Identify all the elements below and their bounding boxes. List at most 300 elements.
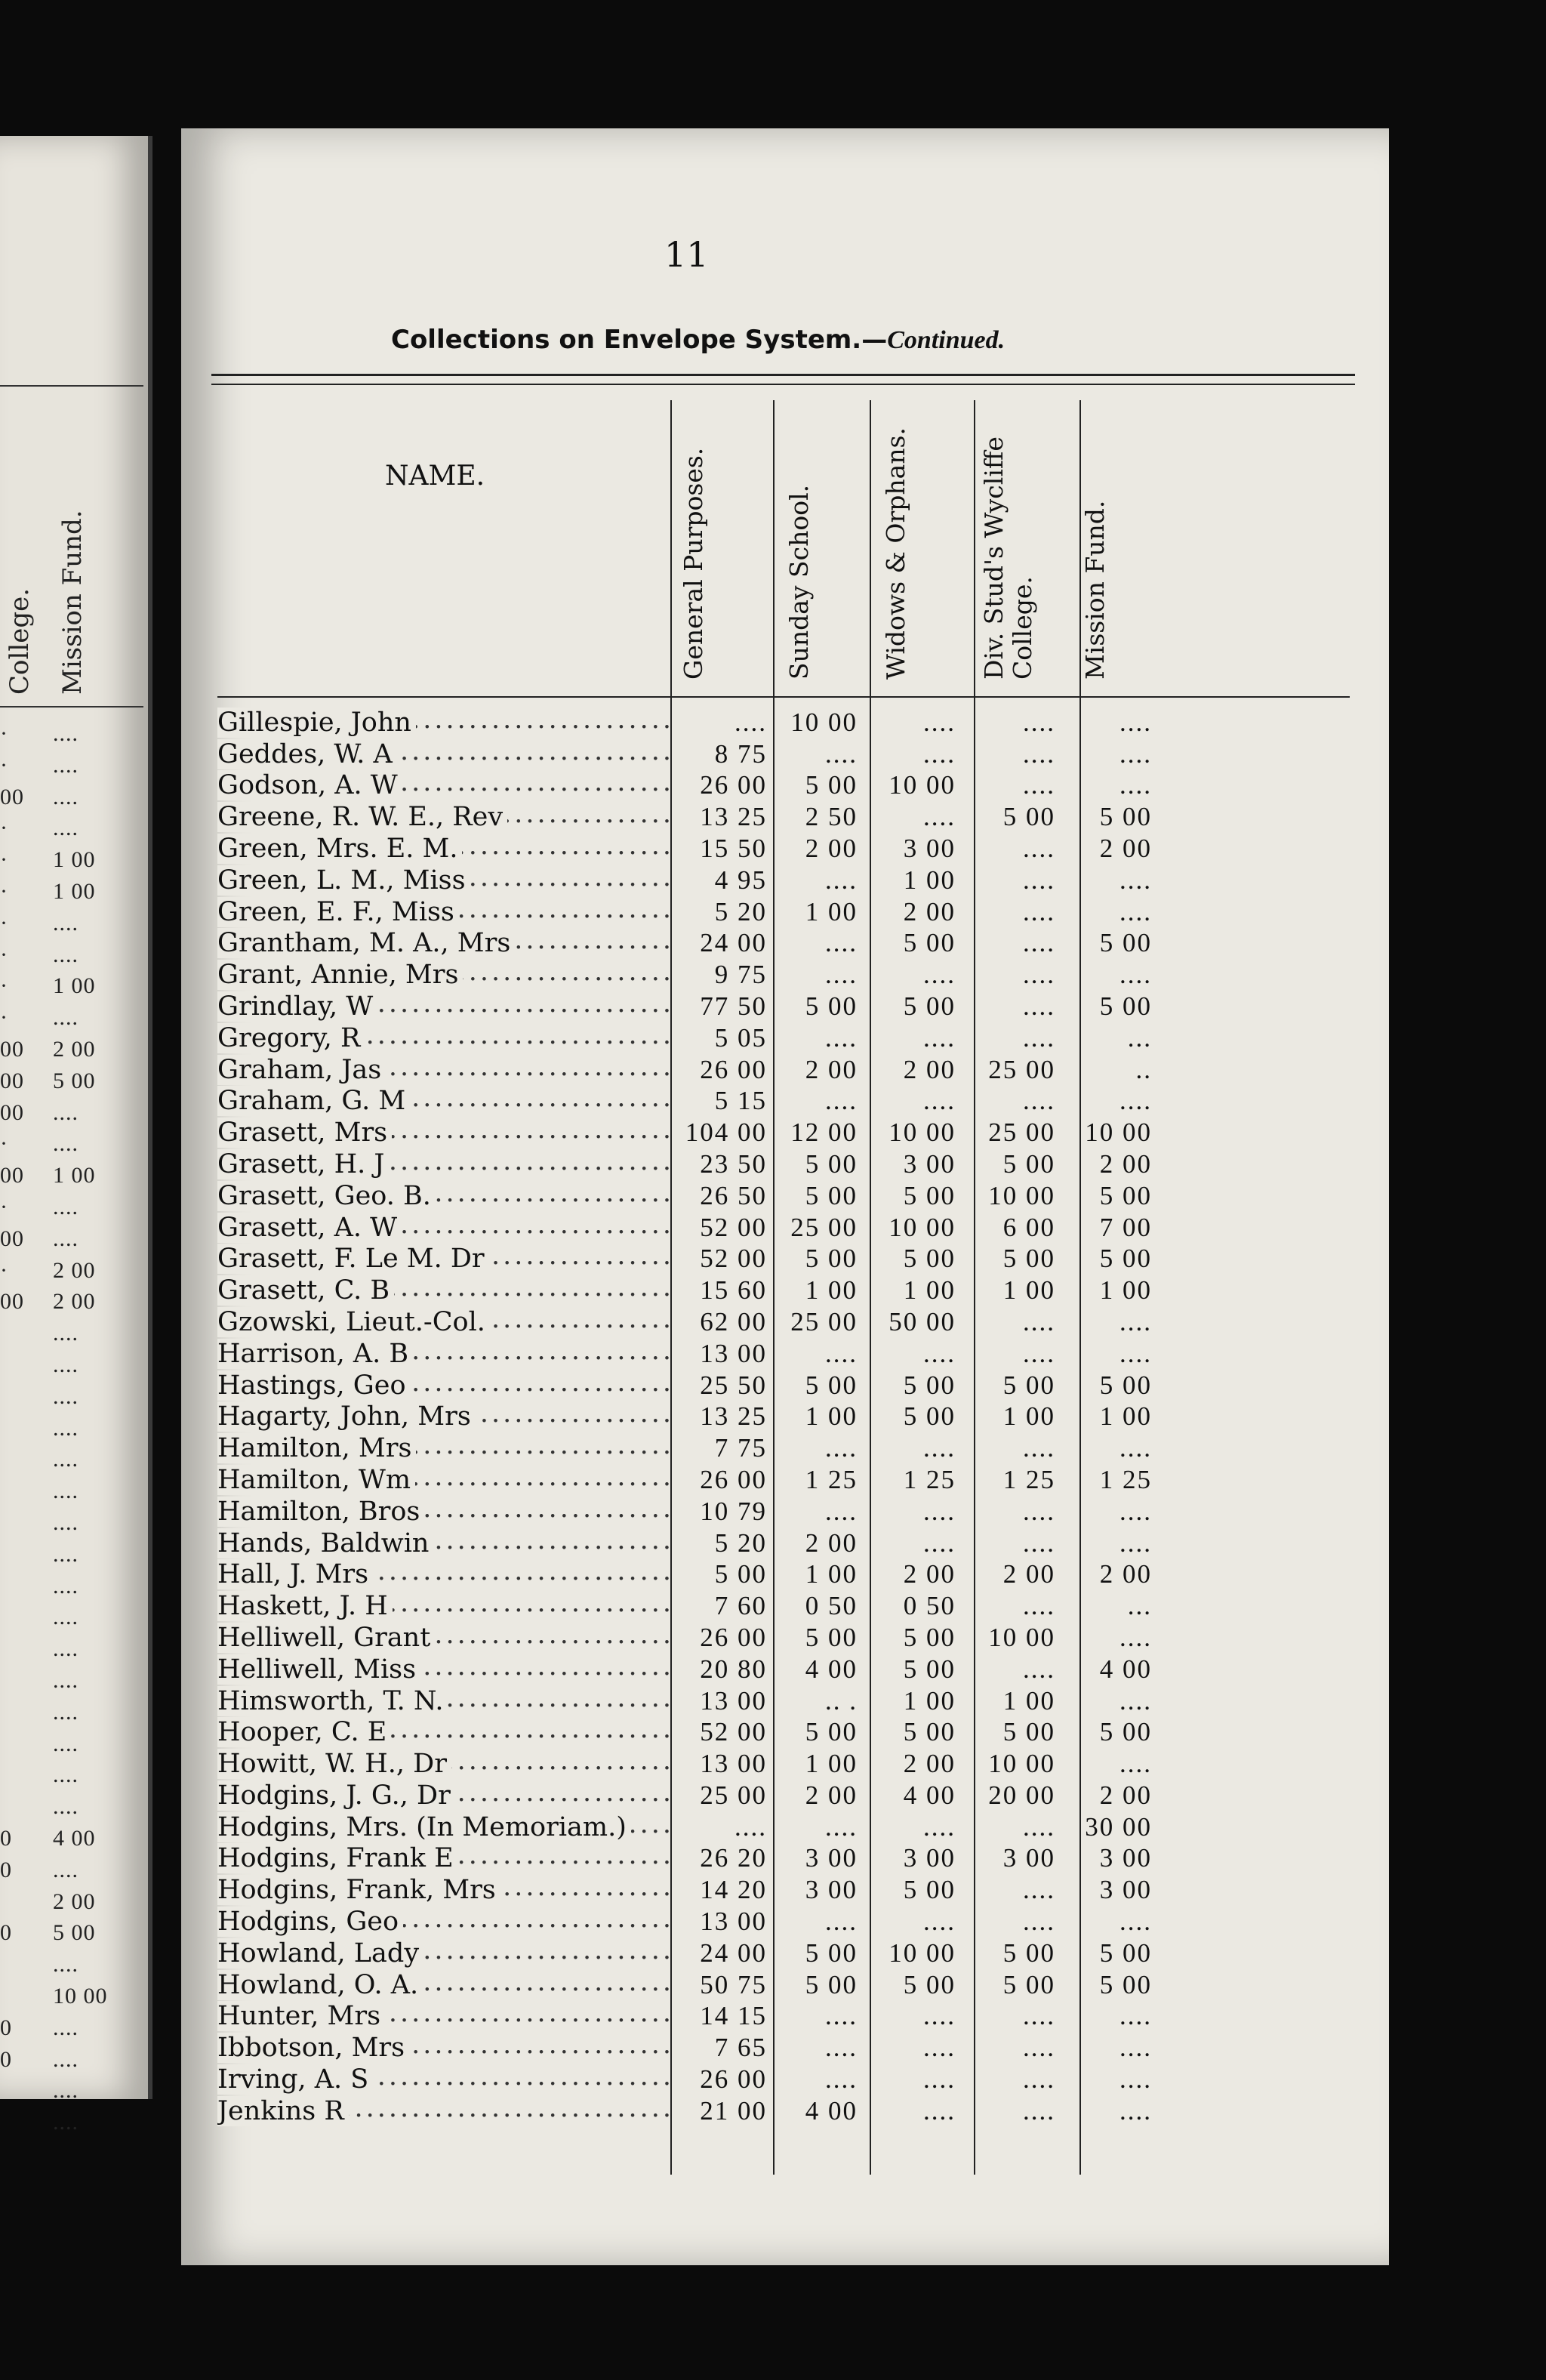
amount-c1: 62 00: [700, 1306, 767, 1336]
donor-name: Greene, R. W. E., Rev: [217, 802, 507, 832]
table-row: [217, 896, 1152, 927]
amount-c3: ....: [923, 1086, 956, 1116]
amount-c4: ....: [1023, 991, 1055, 1021]
amount-c5: ....: [1119, 1749, 1152, 1779]
amount-c3: ....: [923, 1433, 956, 1463]
amount-c4: 1 00: [1002, 1685, 1055, 1716]
amount-c3: 1 00: [903, 1685, 956, 1716]
row-name-cell: [217, 1463, 670, 1495]
amount-c5: 5 00: [1099, 802, 1152, 832]
table-row: [217, 1685, 1152, 1716]
row-name-cell: [217, 1621, 670, 1653]
donor-name: Hamilton, Bros: [217, 1497, 424, 1527]
amount-c3: 1 25: [903, 1464, 956, 1494]
amount-c2: ....: [825, 865, 858, 895]
left-cell: ....: [53, 1005, 79, 1031]
amount-c3: 3 00: [903, 833, 956, 863]
amount-c1: 21 00: [700, 2095, 767, 2126]
column-header-general-purposes: General Purposes.: [679, 447, 708, 680]
amount-c4: 5 00: [1002, 1969, 1055, 1999]
amount-c4: 25 00: [988, 1118, 1055, 1148]
table-row: [217, 1716, 1152, 1748]
table-row: [217, 706, 1152, 738]
amount-c3: 5 00: [903, 928, 956, 958]
document-page: [181, 128, 1389, 2265]
amount-c4: 1 00: [1002, 1275, 1055, 1306]
amount-c4: ....: [1023, 1338, 1055, 1368]
column-header-name: NAME.: [385, 461, 485, 492]
donor-name: Hodgins, Frank E: [217, 1843, 458, 1873]
left-cell: 00: [0, 1068, 24, 1093]
donor-name: Hastings, Geo: [217, 1370, 411, 1401]
row-name-cell: [217, 1685, 670, 1716]
amount-c4: 3 00: [1002, 1843, 1055, 1873]
amount-c4: 5 00: [1002, 1244, 1055, 1274]
donor-name: Hooper, C. E: [217, 1717, 391, 1747]
amount-c2: 2 00: [805, 1780, 858, 1810]
amount-c2: 4 00: [805, 1654, 858, 1684]
amount-c1: 52 00: [700, 1717, 767, 1747]
donor-name: Green, E. F., Miss: [217, 897, 459, 927]
left-cell: ·: [0, 752, 8, 778]
left-cell: ....: [53, 1857, 79, 1882]
amount-c1: 8 75: [714, 738, 767, 769]
amount-c2: 5 00: [805, 1717, 858, 1747]
amount-c4: ....: [1023, 1086, 1055, 1116]
left-cell: 0: [0, 1826, 12, 1851]
amount-c4: ....: [1023, 1591, 1055, 1621]
table-row: [217, 1811, 1152, 1842]
amount-c4: 5 00: [1002, 1938, 1055, 1968]
amount-c2: 1 00: [805, 1275, 858, 1306]
table-row: [217, 1842, 1152, 1874]
left-cell: ·: [0, 815, 8, 841]
left-cell: ....: [53, 1099, 79, 1125]
amount-c3: 2 00: [903, 1559, 956, 1589]
amount-c1: 5 05: [714, 1022, 767, 1053]
amount-c5: ....: [1119, 896, 1152, 926]
row-name-cell: [217, 1842, 670, 1874]
amount-c3: 5 00: [903, 1401, 956, 1432]
row-name-cell: [217, 1779, 670, 1811]
table-row: [217, 2095, 1152, 2126]
left-cell: 1 00: [53, 1163, 96, 1188]
donor-name: Grasett, Mrs: [217, 1118, 392, 1148]
amount-c4: ....: [1023, 865, 1055, 895]
amount-c5: ....: [1119, 1433, 1152, 1463]
amount-c4: 5 00: [1002, 1717, 1055, 1747]
left-cell: 00: [0, 1225, 24, 1251]
amount-c2: 3 00: [805, 1843, 858, 1873]
amount-c5: 2 00: [1099, 833, 1152, 863]
amount-c3: ....: [923, 1022, 956, 1053]
amount-c4: ....: [1023, 738, 1055, 769]
left-cell: ....: [53, 1605, 79, 1630]
table-row: [217, 2000, 1152, 2032]
left-cell: ....: [53, 1447, 79, 1472]
amount-c5: 5 00: [1099, 1180, 1152, 1210]
amount-c1: 15 50: [700, 833, 767, 863]
row-name-cell: [217, 990, 670, 1022]
amount-c1: 52 00: [700, 1212, 767, 1242]
table-row: [217, 1495, 1152, 1527]
row-name-cell: [217, 2095, 670, 2126]
amount-c5: 5 00: [1099, 928, 1152, 958]
table-row: [217, 2063, 1152, 2095]
row-name-cell: [217, 958, 670, 990]
column-header-div-studs: Div. Stud's Wycliffe College.: [979, 436, 1037, 680]
left-cell: ....: [53, 721, 79, 746]
amount-c1: 4 95: [714, 865, 767, 895]
left-cell: 0: [0, 2046, 12, 2072]
amount-c3: 1 00: [903, 865, 956, 895]
donor-name: Hall, J. Mrs: [217, 1559, 373, 1589]
row-name-cell: [217, 1653, 670, 1685]
left-cell: ....: [53, 942, 79, 967]
amount-c5: ..: [1135, 1054, 1152, 1084]
column-header-widows-orphans: Widows & Orphans.: [881, 427, 910, 680]
amount-c3: 0 50: [903, 1591, 956, 1621]
facing-page: [0, 136, 152, 2135]
table-row: [217, 832, 1152, 864]
table-row: [217, 1747, 1152, 1779]
table-row: [217, 864, 1152, 896]
amount-c2: 2 00: [805, 1528, 858, 1558]
amount-c3: 3 00: [903, 1148, 956, 1179]
amount-c4: ....: [1023, 2064, 1055, 2095]
amount-c1: 26 00: [700, 1622, 767, 1652]
amount-c4: ....: [1023, 1496, 1055, 1526]
donor-name: Jenkins R: [217, 2096, 349, 2126]
table-row: [217, 927, 1152, 959]
amount-c4: ....: [1023, 960, 1055, 990]
amount-c4: 10 00: [988, 1622, 1055, 1652]
amount-c5: 2 00: [1099, 1559, 1152, 1589]
amount-c3: ....: [923, 2001, 956, 2031]
row-name-cell: [217, 1432, 670, 1463]
table-row: [217, 1432, 1152, 1463]
amount-c5: 10 00: [1085, 1118, 1152, 1148]
amount-c2: 5 00: [805, 1969, 858, 1999]
amount-c5: 5 00: [1099, 991, 1152, 1021]
header-widows-orphans: [882, 347, 942, 683]
amount-c2: 1 00: [805, 1749, 858, 1779]
table-row: [217, 1179, 1152, 1211]
row-name-cell: [217, 706, 670, 738]
row-name-cell: [217, 1527, 670, 1558]
table-row: [217, 1558, 1152, 1590]
left-cell: ....: [53, 1541, 79, 1567]
amount-c1: 26 00: [700, 1464, 767, 1494]
left-cell: ....: [53, 1636, 79, 1662]
left-cell: ....: [53, 910, 79, 936]
amount-c5: ....: [1119, 1338, 1152, 1368]
amount-c2: ....: [825, 1086, 858, 1116]
left-cell: ....: [53, 1762, 79, 1788]
amount-c5: ....: [1119, 960, 1152, 990]
column-header-sunday-school: Sunday School.: [784, 484, 814, 680]
amount-c2: .. .: [825, 1685, 858, 1716]
amount-c3: 5 00: [903, 1654, 956, 1684]
amount-c3: 10 00: [888, 1118, 956, 1148]
amount-c2: 4 00: [805, 2095, 858, 2126]
amount-c5: 1 25: [1099, 1464, 1152, 1494]
amount-c2: 3 00: [805, 1875, 858, 1905]
donor-name: Hodgins, Geo: [217, 1907, 403, 1937]
left-cell: ....: [53, 1195, 79, 1219]
amount-c3: 3 00: [903, 1843, 956, 1873]
amount-c4: ....: [1023, 928, 1055, 958]
row-name-cell: [217, 769, 670, 801]
amount-c1: 20 80: [700, 1654, 767, 1684]
left-header-mission-fund: Mission Fund.: [57, 510, 88, 695]
table-row: [217, 738, 1152, 769]
donor-name: Hamilton, Mrs: [217, 1433, 416, 1463]
donor-name: Helliwell, Miss: [217, 1654, 420, 1685]
amount-c5: 4 00: [1099, 1654, 1152, 1684]
left-header-rule: [0, 706, 143, 708]
left-cell: 2 00: [53, 1289, 96, 1315]
amount-c2: 5 00: [805, 1180, 858, 1210]
donor-name: Gzowski, Lieut.-Col.: [217, 1307, 490, 1337]
table-row: [217, 1968, 1152, 2000]
amount-c3: ....: [923, 1496, 956, 1526]
table-row: [217, 1369, 1152, 1401]
amount-c5: ....: [1119, 1907, 1152, 1937]
row-name-cell: [217, 1148, 670, 1179]
amount-c1: 14 15: [700, 2001, 767, 2031]
donor-name: Ibbotson, Mrs: [217, 2033, 409, 2063]
left-cell: 0: [0, 1920, 12, 1946]
amount-c4: ....: [1023, 707, 1055, 737]
donor-name: Green, L. M., Miss: [217, 865, 470, 896]
amount-c4: ....: [1023, 770, 1055, 800]
amount-c1: 13 00: [700, 1685, 767, 1716]
amount-c5: ....: [1119, 2033, 1152, 2063]
amount-c1: 13 00: [700, 1749, 767, 1779]
amount-c1: 104 00: [685, 1118, 767, 1148]
amount-c3: 5 00: [903, 1875, 956, 1905]
amount-c3: 2 00: [903, 1054, 956, 1084]
table-row: [217, 990, 1152, 1022]
table-row: [217, 1937, 1152, 1968]
table-row: [217, 958, 1152, 990]
left-cell: 00: [0, 1037, 24, 1062]
amount-c5: 3 00: [1099, 1875, 1152, 1905]
amount-c5: ....: [1119, 770, 1152, 800]
amount-c2: ....: [825, 1496, 858, 1526]
donor-name: Grasett, H. J: [217, 1149, 389, 1179]
amount-c3: ....: [923, 2064, 956, 2095]
amount-c1: 15 60: [700, 1275, 767, 1306]
row-name-cell: [217, 896, 670, 927]
left-cell: ....: [53, 2015, 79, 2040]
left-cell: ·: [0, 910, 8, 936]
row-name-cell: [217, 1085, 670, 1117]
amount-c5: ....: [1119, 1528, 1152, 1558]
table-row: [217, 1653, 1152, 1685]
amount-c5: 3 00: [1099, 1843, 1152, 1873]
amount-c1: 7 65: [714, 2033, 767, 2063]
amount-c3: 10 00: [888, 1212, 956, 1242]
amount-c4: ....: [1023, 1022, 1055, 1053]
left-cell: 00: [0, 1099, 24, 1125]
amount-c3: ....: [923, 1811, 956, 1842]
amount-c4: ....: [1023, 1875, 1055, 1905]
amount-c3: 5 00: [903, 1244, 956, 1274]
amount-c1: 50 75: [700, 1969, 767, 1999]
donor-name: Hands, Baldwin: [217, 1528, 433, 1558]
left-cell: 5 00: [53, 1068, 96, 1093]
amount-c1: 5 20: [714, 896, 767, 926]
header-general-purposes: [679, 347, 740, 683]
left-cell: 2 00: [53, 1888, 96, 1914]
left-cell: ·: [0, 942, 8, 967]
row-name-cell: [217, 2031, 670, 2063]
amount-c3: 5 00: [903, 1969, 956, 1999]
left-cell: 0: [0, 1857, 12, 1882]
row-name-cell: [217, 1369, 670, 1401]
left-cell: ....: [53, 1731, 79, 1756]
header-div-studs: [980, 347, 1070, 683]
donor-name: Grasett, F. Le M. Dr: [217, 1244, 489, 1274]
amount-c5: ....: [1119, 1496, 1152, 1526]
left-cell: ·: [0, 1257, 8, 1283]
table-row: [217, 1779, 1152, 1811]
amount-c1: 52 00: [700, 1244, 767, 1274]
left-cell: ·: [0, 721, 8, 746]
amount-c1: 23 50: [700, 1148, 767, 1179]
left-cell: 00: [0, 1289, 24, 1315]
amount-c4: 25 00: [988, 1054, 1055, 1084]
amount-c3: 50 00: [888, 1306, 956, 1336]
row-name-cell: [217, 1811, 670, 1842]
donor-name: Green, Mrs. E. M.: [217, 834, 462, 864]
amount-c3: 4 00: [903, 1780, 956, 1810]
donor-name: Grant, Annie, Mrs: [217, 960, 463, 990]
amount-c5: 2 00: [1099, 1780, 1152, 1810]
donor-name: Grantham, M. A., Mrs: [217, 928, 515, 958]
amount-c1: 7 75: [714, 1433, 767, 1463]
heading-continued: Continued.: [887, 326, 1006, 354]
amount-c5: 1 00: [1099, 1401, 1152, 1432]
table-row: [217, 800, 1152, 832]
table-row: [217, 1211, 1152, 1243]
amount-c4: 10 00: [988, 1180, 1055, 1210]
donor-name: Himsworth, T. N.: [217, 1686, 448, 1716]
amount-c4: 6 00: [1002, 1212, 1055, 1242]
amount-c3: 2 00: [903, 1749, 956, 1779]
left-cell: ....: [53, 2110, 79, 2135]
amount-c2: 2 00: [805, 833, 858, 863]
left-cell: ....: [53, 1510, 79, 1535]
amount-c2: 1 00: [805, 896, 858, 926]
amount-c5: ....: [1119, 2064, 1152, 2095]
donor-name: Haskett, J. H: [217, 1591, 393, 1621]
amount-c3: ....: [923, 1907, 956, 1937]
row-name-cell: [217, 1053, 670, 1085]
amount-c3: ....: [923, 707, 956, 737]
donor-name: Hamilton, Wm: [217, 1465, 415, 1495]
amount-c5: ....: [1119, 865, 1152, 895]
header-sunday-school: [785, 347, 845, 683]
row-name-cell: [217, 1716, 670, 1748]
amount-c5: ...: [1127, 1591, 1152, 1621]
table-row: [217, 1527, 1152, 1558]
donor-name: Harrison, A. B: [217, 1339, 413, 1369]
amount-c2: 0 50: [805, 1591, 858, 1621]
amount-c3: ....: [923, 2033, 956, 2063]
amount-c2: 1 00: [805, 1401, 858, 1432]
amount-c1: 10 79: [700, 1496, 767, 1526]
amount-c2: 1 00: [805, 1559, 858, 1589]
amount-c4: ....: [1023, 1306, 1055, 1336]
left-cell: ....: [53, 1573, 79, 1598]
left-cell: ....: [53, 1352, 79, 1377]
amount-c2: 5 00: [805, 1370, 858, 1400]
amount-c3: ....: [923, 2095, 956, 2126]
left-column-headers: [5, 385, 118, 702]
donor-name: Geddes, W. A: [217, 739, 397, 769]
donor-name: Godson, A. W: [217, 770, 402, 800]
row-name-cell: [217, 1022, 670, 1053]
amount-c5: ....: [1119, 1622, 1152, 1652]
donor-name: Grasett, A. W: [217, 1213, 402, 1243]
table-row: [217, 1905, 1152, 1937]
row-name-cell: [217, 1337, 670, 1369]
amount-c5: 5 00: [1099, 1370, 1152, 1400]
amount-c2: 1 25: [805, 1464, 858, 1494]
amount-c2: ....: [825, 2033, 858, 2063]
amount-c2: 25 00: [790, 1306, 858, 1336]
left-cell: ....: [53, 784, 79, 809]
amount-c4: ....: [1023, 1433, 1055, 1463]
amount-c2: ....: [825, 1907, 858, 1937]
amount-c4: 20 00: [988, 1780, 1055, 1810]
amount-c3: 5 00: [903, 1622, 956, 1652]
amount-c2: ....: [825, 2064, 858, 2095]
row-name-cell: [217, 864, 670, 896]
amount-c3: ....: [923, 1528, 956, 1558]
amount-c5: ....: [1119, 1306, 1152, 1336]
row-name-cell: [217, 832, 670, 864]
amount-c2: 5 00: [805, 991, 858, 1021]
amount-c4: 5 00: [1002, 1148, 1055, 1179]
amount-c2: ....: [825, 1433, 858, 1463]
amount-c2: ....: [825, 1022, 858, 1053]
amount-c1: ....: [735, 1811, 767, 1842]
donor-name: Howland, O. A.: [217, 1970, 423, 2000]
amount-c2: 5 00: [805, 1622, 858, 1652]
amount-c3: 5 00: [903, 991, 956, 1021]
amount-c1: 26 00: [700, 2064, 767, 2095]
amount-c2: ....: [825, 1338, 858, 1368]
amount-c4: 10 00: [988, 1749, 1055, 1779]
amount-c5: 2 00: [1099, 1148, 1152, 1179]
table-row: [217, 1116, 1152, 1148]
amount-c2: 2 50: [805, 802, 858, 832]
amount-c4: ....: [1023, 2095, 1055, 2126]
amount-c5: 5 00: [1099, 1717, 1152, 1747]
left-cell: ....: [53, 1478, 79, 1504]
left-cell: ....: [53, 1794, 79, 1820]
row-name-cell: [217, 738, 670, 769]
row-name-cell: [217, 2063, 670, 2095]
row-name-cell: [217, 1873, 670, 1905]
amount-c1: 26 00: [700, 770, 767, 800]
row-name-cell: [217, 1401, 670, 1432]
row-name-cell: [217, 1937, 670, 1968]
